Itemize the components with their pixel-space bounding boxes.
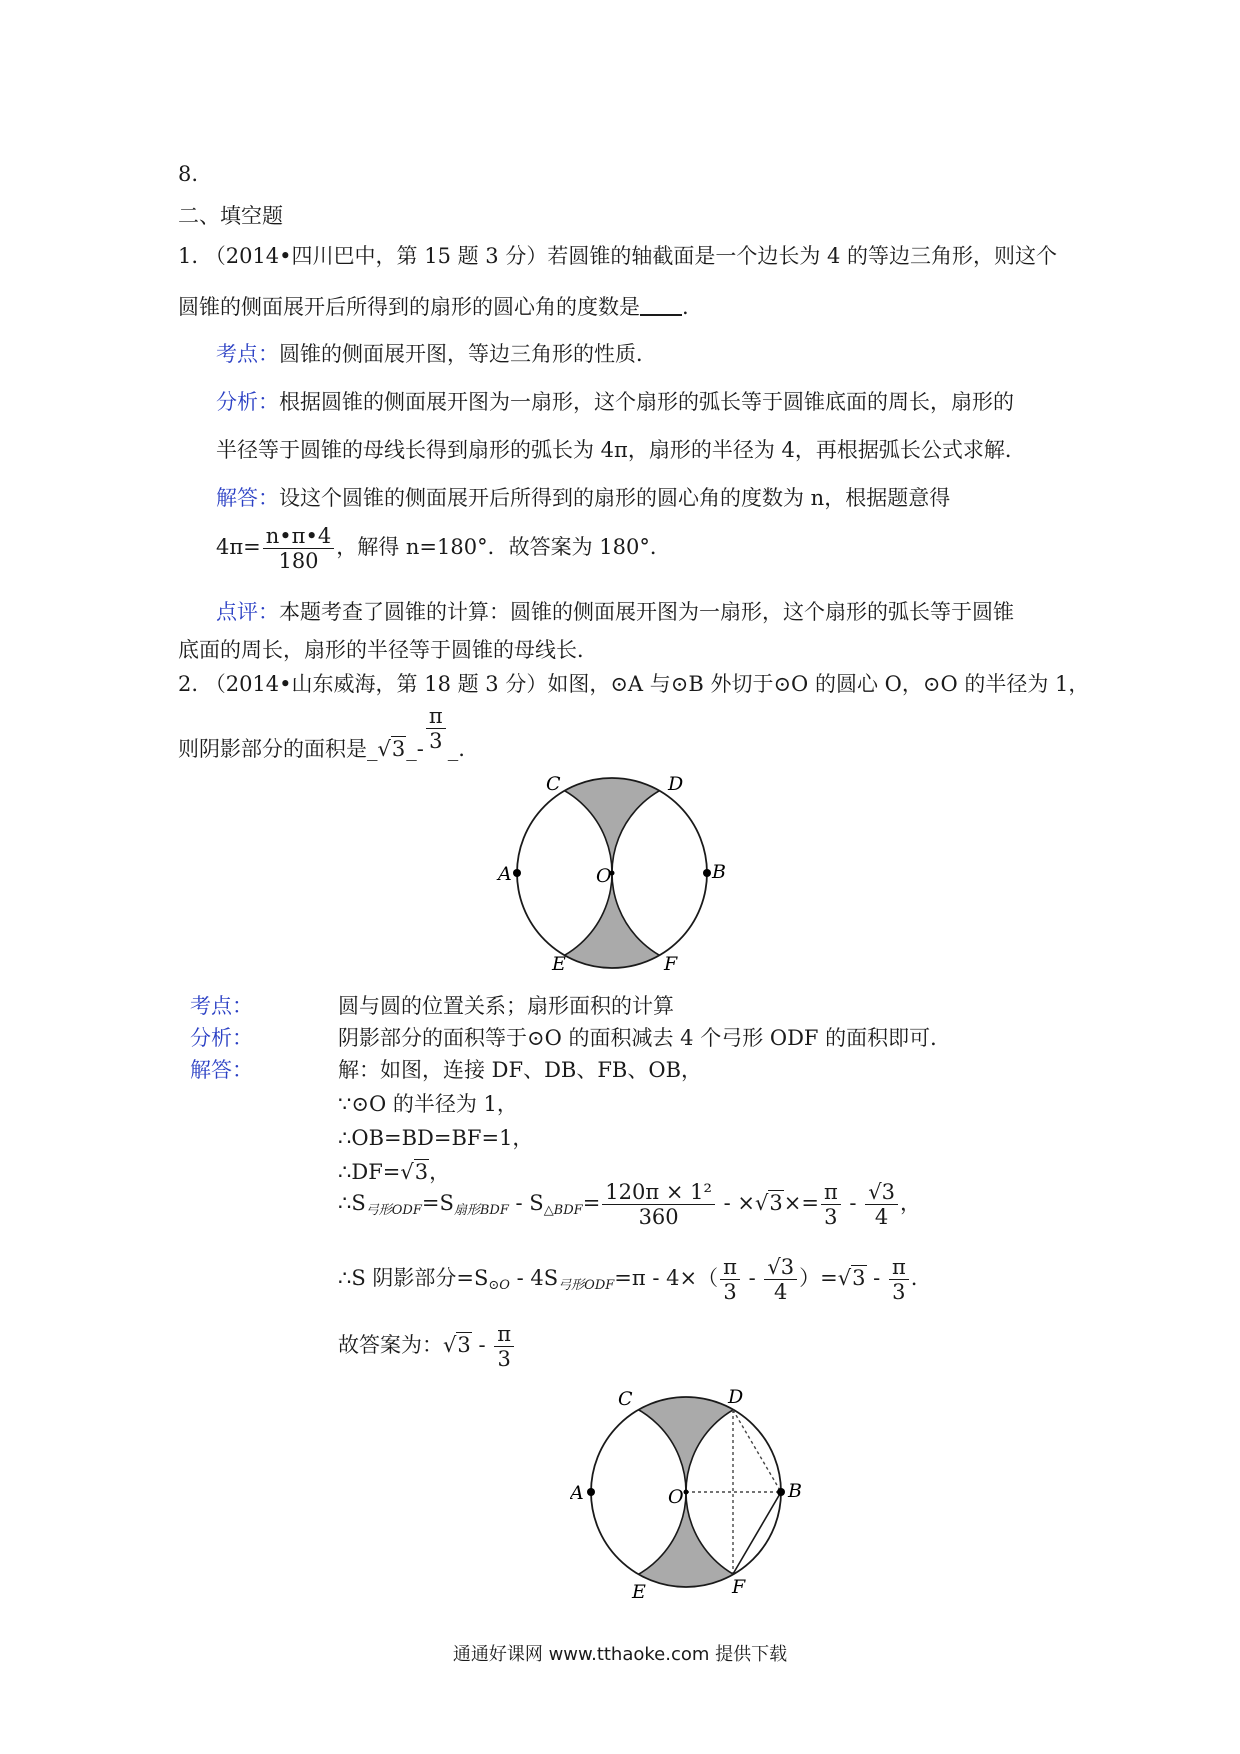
label-c: C <box>546 773 561 795</box>
step5-root-radicand: 3 <box>881 1180 895 1204</box>
dianping-text-1: 本题考查了圆锥的计算：圆锥的侧面展开图为一扇形，这个扇形的弧长等于圆锥 <box>279 600 1014 624</box>
final-sqrt: √3 <box>443 1333 471 1358</box>
q2-step3: ∴OB=BD=BF=1， <box>338 1126 534 1150</box>
step6-sub2: 弓形ODF <box>558 1278 615 1294</box>
step5-fraction <box>602 1180 715 1229</box>
ans-sqrt-radicand: 3 <box>391 737 406 762</box>
step5-s: ∴S <box>338 1191 366 1216</box>
label-b: B <box>712 861 726 883</box>
step4-prefix: ∴DF= <box>338 1160 401 1184</box>
step5-pi-den: 3 <box>824 1205 838 1230</box>
step5-sqrt: √3 <box>754 1191 783 1216</box>
step6-a: ∴S 阴影部分=S <box>338 1266 489 1291</box>
final-num: π <box>494 1322 514 1347</box>
step5-sub1: 弓形ODF <box>365 1203 422 1219</box>
step6-c: =π - 4×（ <box>614 1266 719 1291</box>
eq-fraction <box>263 524 334 573</box>
section-title: 二、填空题 <box>178 204 283 228</box>
step6-end: . <box>910 1266 918 1291</box>
step5-pi-fraction <box>821 1180 841 1229</box>
q2-kaodian-label: 考点： <box>190 994 253 1018</box>
step6-radicand: 3 <box>852 1266 866 1291</box>
q1-dianping-line1 <box>216 596 1014 626</box>
step4-suffix: ， <box>429 1160 451 1184</box>
label-b-2: B <box>788 1480 802 1502</box>
q2-jieda-label: 解答： <box>190 1058 253 1082</box>
step6-final-den: 3 <box>892 1280 906 1305</box>
q1-equation <box>216 524 671 573</box>
label-d-2: D <box>728 1386 744 1408</box>
step6-sqrt: √3 <box>837 1266 866 1291</box>
step5-end: ， <box>899 1191 921 1216</box>
step6-pi-den: 3 <box>723 1280 737 1305</box>
ans-sqrt: √3 <box>377 737 406 762</box>
final-den: 3 <box>497 1347 511 1372</box>
dianping-label: 点评： <box>216 600 279 624</box>
step6-minus: - <box>741 1266 763 1291</box>
final-minus: - <box>471 1333 493 1358</box>
step6-final-fraction <box>889 1255 909 1304</box>
q2-stem-suffix: _. <box>447 737 465 762</box>
fenxi-text-1: 根据圆锥的侧面展开图为一扇形，这个扇形的弧长等于圆锥底面的周长，扇形的 <box>279 390 1014 414</box>
figure-circles-1 <box>480 760 740 980</box>
step5-sub3: △BDF <box>543 1203 583 1219</box>
eq-denominator: 180 <box>278 549 319 574</box>
point-a-2 <box>587 1488 595 1496</box>
q2-final-answer <box>338 1322 516 1371</box>
step5-minus: - S <box>508 1191 544 1216</box>
label-d: D <box>668 773 684 795</box>
step6-final-num: π <box>889 1255 909 1280</box>
q2-step2: ∵⊙O 的半径为 1， <box>338 1092 518 1116</box>
q2-step5 <box>338 1180 921 1229</box>
step5-minus2: - <box>842 1191 864 1216</box>
step6-pi-num: π <box>720 1255 740 1280</box>
step6-root-den: 4 <box>774 1280 788 1305</box>
q1-fenxi-line2: 半径等于圆锥的母线长得到扇形的弧长为 4π，扇形的半径为 4，再根据弧长公式求解． <box>216 438 1026 462</box>
page-footer: 通通好课网 www.tthaoke.com 提供下载 <box>452 1644 788 1665</box>
label-e-2: E <box>632 1581 646 1603</box>
label-f: F <box>664 953 678 975</box>
label-o-2: O <box>668 1486 684 1508</box>
label-o: O <box>596 865 612 887</box>
eq-rest: ，解得 n=180°．故答案为 180°． <box>336 535 671 560</box>
jieda-text-1: 设这个圆锥的侧面展开后所得到的扇形的圆心角的度数为 n，根据题意得 <box>279 486 951 510</box>
step6-d: ）= <box>799 1266 838 1291</box>
ans-numerator: π <box>426 704 446 729</box>
step5-sub2: 扇形BDF <box>453 1203 509 1219</box>
q2-stem-line2 <box>178 704 465 763</box>
step5-root-fraction <box>865 1180 898 1229</box>
ans-denominator: 3 <box>429 729 443 754</box>
q2-step6 <box>338 1255 917 1304</box>
q1-stem-text: 圆锥的侧面展开后所得到的扇形的圆心角的度数是 <box>178 295 640 319</box>
eq-lhs: 4π= <box>216 535 261 560</box>
q2-step1: 解：如图，连接 DF、DB、FB、OB， <box>338 1058 703 1082</box>
step6-b: - 4S <box>509 1266 559 1291</box>
step5-times: ×= <box>783 1191 819 1216</box>
label-a-2: A <box>570 1482 584 1504</box>
step6-root-num: √3 <box>764 1255 797 1280</box>
step6-root-fraction <box>764 1255 797 1304</box>
final-prefix: 故答案为： <box>338 1333 443 1358</box>
q2-stem-prefix: 则阴影部分的面积是_ <box>178 737 378 762</box>
step5-pi-num: π <box>821 1180 841 1205</box>
item-number: 8. <box>178 162 199 186</box>
jieda-label: 解答： <box>216 486 279 510</box>
step5-root-num: √3 <box>865 1180 898 1205</box>
point-b-2 <box>777 1488 785 1496</box>
kaodian-text: 圆锥的侧面展开图，等边三角形的性质． <box>279 342 657 366</box>
ans-fraction <box>426 704 446 753</box>
q1-dianping-line2: 底面的周长，扇形的半径等于圆锥的母线长． <box>178 638 598 662</box>
eq-numerator: n•π•4 <box>263 524 334 549</box>
q2-stem-line1: 2. （2014•山东威海，第 18 题 3 分）如图，⊙A 与⊙B 外切于⊙O 的圆心 O，⊙O 的半径为 1， <box>178 672 1090 696</box>
figure-circles-2 <box>570 1385 830 1605</box>
step5-numerator: 120π × 1² <box>602 1180 715 1205</box>
step4-sqrt: √3 <box>400 1160 429 1184</box>
ans-minus: _- <box>406 737 424 762</box>
q2-fenxi-text: 阴影部分的面积等于⊙O 的面积减去 4 个弓形 ODF 的面积即可． <box>338 1026 952 1050</box>
final-fraction <box>494 1322 514 1371</box>
q1-stem-line2 <box>178 291 689 321</box>
step5-mid: - × <box>716 1191 755 1216</box>
step5-eq: =S <box>421 1191 454 1216</box>
q1-jieda-line1 <box>216 482 950 512</box>
label-e: E <box>552 953 566 975</box>
label-f-2: F <box>732 1576 746 1598</box>
fenxi-label: 分析： <box>216 390 279 414</box>
point-a <box>513 869 521 877</box>
label-a: A <box>498 863 512 885</box>
step5-denominator: 360 <box>638 1205 679 1230</box>
point-o-2 <box>684 1490 689 1495</box>
q1-kaodian <box>216 338 657 368</box>
step5-root-den: 4 <box>874 1205 889 1230</box>
q1-fenxi-line1 <box>216 386 1014 416</box>
step4-radicand: 3 <box>414 1160 429 1184</box>
q1-stem-end: . <box>682 295 689 319</box>
step5-radicand: 3 <box>769 1191 783 1216</box>
step6-e: - <box>866 1266 887 1291</box>
q2-fenxi-label: 分析： <box>190 1026 253 1050</box>
q1-stem-line1: 1. （2014•四川巴中，第 15 题 3 分）若圆锥的轴截面是一个边长为 4 的等边三角形，则这个 <box>178 244 1058 268</box>
step6-pi-fraction <box>720 1255 740 1304</box>
kaodian-label: 考点： <box>216 342 279 366</box>
step5-eq2: = <box>582 1191 601 1216</box>
step6-sub: ⊙O <box>488 1278 510 1294</box>
step6-root-radicand: 3 <box>780 1255 795 1279</box>
answer-blank <box>640 294 682 316</box>
final-radicand: 3 <box>457 1333 471 1358</box>
q2-kaodian-text: 圆与圆的位置关系；扇形面积的计算 <box>338 994 674 1018</box>
label-c-2: C <box>618 1388 633 1410</box>
point-b <box>703 869 711 877</box>
